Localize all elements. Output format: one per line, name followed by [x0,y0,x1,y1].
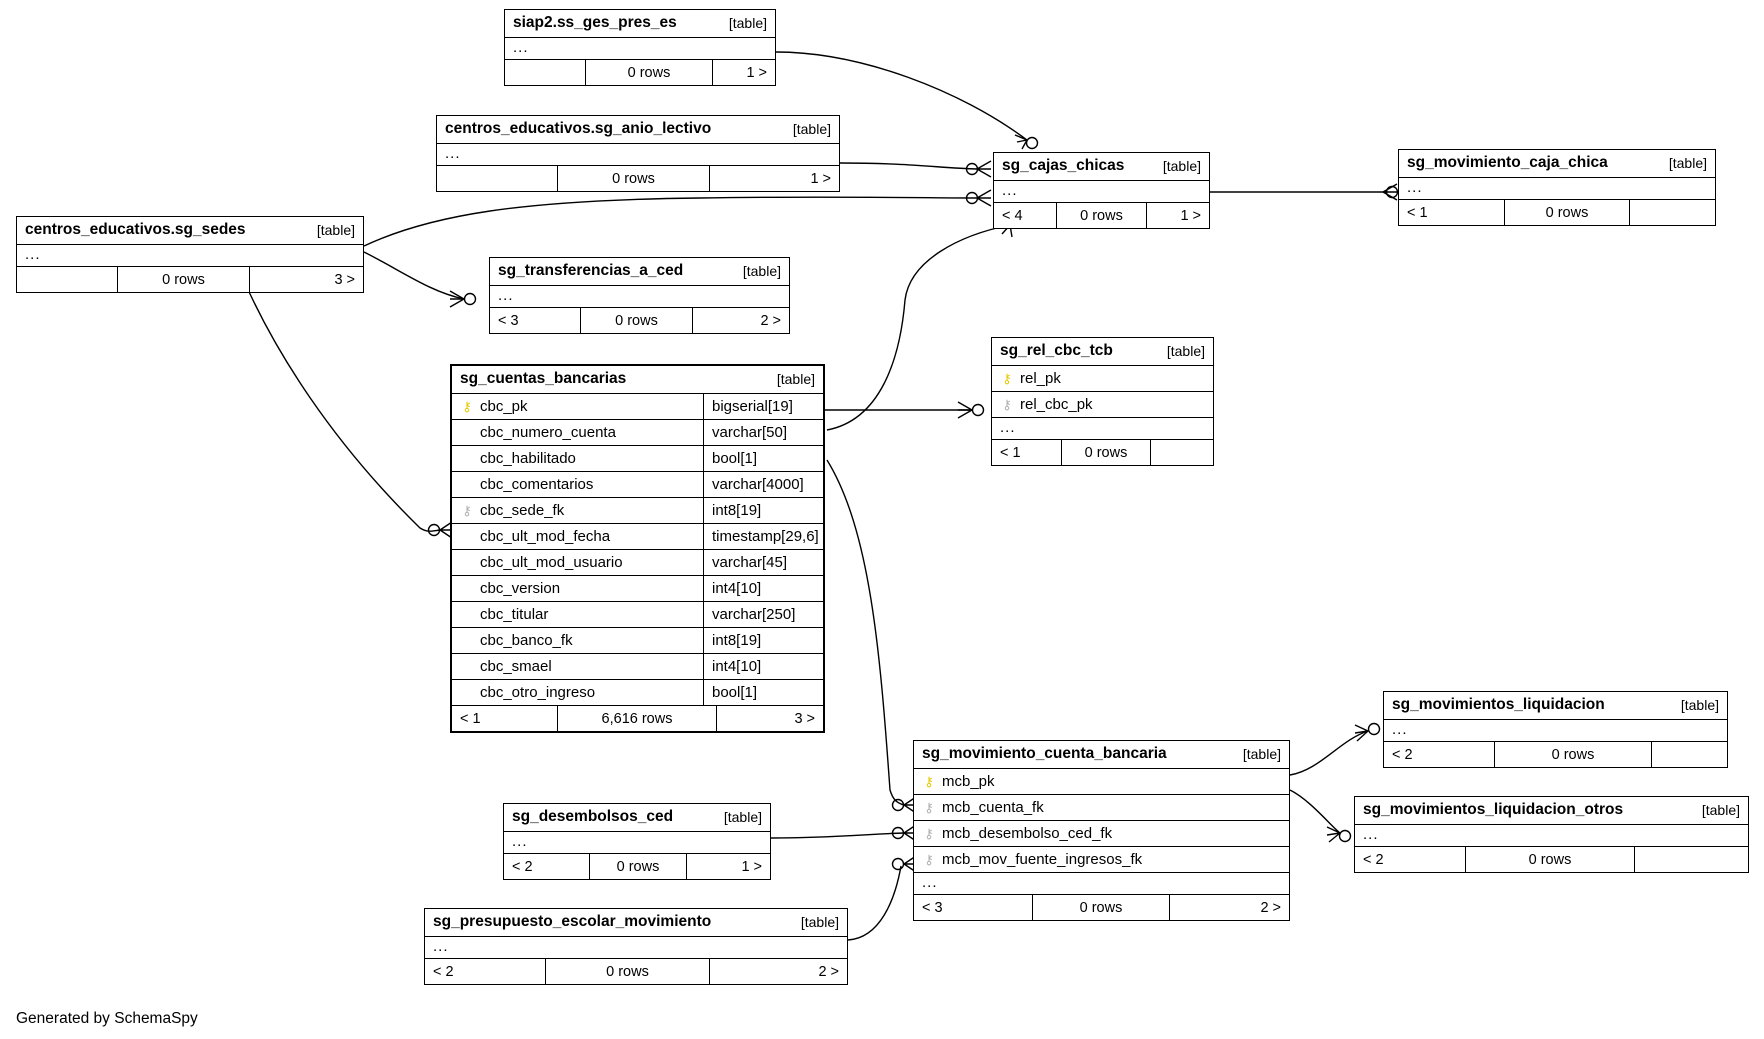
column-name: cbc_smael [480,658,552,675]
column-type: timestamp[29,6] [703,524,823,549]
table-header [914,741,1289,769]
column-row [452,680,823,706]
table-node-centros_educativos_sg_anio_lectivo[interactable] [436,115,840,192]
table-node-siap2_ss_ges_pres_es[interactable] [504,9,776,86]
table-header [504,804,770,832]
column-type: bool[1] [703,446,823,471]
column-name-cell [452,450,703,467]
table-title: sg_rel_cbc_tcb [1000,342,1113,359]
table-node-sg_movimientos_liquidacion[interactable] [1383,691,1728,768]
column-row [452,602,823,628]
row-count: 0 rows [589,854,687,879]
table-footer [452,706,823,731]
row-count: 0 rows [1032,895,1170,920]
column-name: mcb_cuenta_fk [942,799,1044,816]
foreign-key-icon: ⚷ [462,503,472,518]
table-node-sg_movimiento_cuenta_bancaria[interactable] [913,740,1290,921]
column-type: varchar[250] [703,602,823,627]
column-name: cbc_habilitado [480,450,576,467]
column-type: int4[10] [703,654,823,679]
incoming-relationships-count: < 1 [1000,444,1021,461]
hidden-columns-ellipsis: ... [437,144,839,166]
incoming-relationships-count: < 1 [460,710,481,727]
column-type: bigserial[19] [703,394,823,419]
column-type: int8[19] [703,628,823,653]
table-type-tag: [table] [1242,746,1281,762]
table-footer [437,166,839,191]
hidden-columns-ellipsis: ... [1399,178,1715,200]
column-name-cell [452,580,703,597]
hidden-columns-ellipsis: ... [994,181,1209,203]
table-title: siap2.ss_ges_pres_es [513,14,677,31]
table-title: sg_cajas_chicas [1002,157,1125,174]
table-type-tag: [table] [742,263,781,279]
column-type: int8[19] [703,498,823,523]
table-footer [504,854,770,879]
column-name: rel_pk [1020,370,1061,387]
incoming-relationships-count: < 3 [922,899,943,916]
column-row [914,795,1289,821]
table-header [505,10,775,38]
table-header [1355,797,1748,825]
column-name: mcb_pk [942,773,995,790]
column-name: cbc_ult_mod_usuario [480,554,623,571]
column-name: cbc_banco_fk [480,632,573,649]
hidden-columns-ellipsis: ... [425,937,847,959]
outgoing-relationships-count [1635,847,1748,872]
row-count: 0 rows [1056,203,1147,228]
column-name: mcb_mov_fuente_ingresos_fk [942,851,1143,868]
outgoing-relationships-count: 1 > [810,170,831,187]
column-type: varchar[45] [703,550,823,575]
outgoing-relationships-count: 3 > [334,271,355,288]
column-row [992,366,1213,392]
table-title: centros_educativos.sg_anio_lectivo [445,120,712,137]
column-name-cell [914,799,1289,816]
hidden-columns-ellipsis: ... [1384,720,1727,742]
row-count: 0 rows [545,959,710,984]
column-row [992,392,1213,418]
column-type: bool[1] [703,680,823,705]
column-name: cbc_version [480,580,561,597]
table-type-tag: [table] [800,914,839,930]
schemaspy-credit: Generated by SchemaSpy [16,1010,198,1027]
table-footer [994,203,1209,228]
outgoing-relationships-count: 2 > [1260,899,1281,916]
table-footer [992,440,1213,465]
hidden-columns-ellipsis: ... [1355,825,1748,847]
column-name-cell [452,658,703,675]
table-footer [490,308,789,333]
incoming-relationships-count [17,267,117,292]
foreign-key-icon: ⚷ [924,800,934,815]
incoming-relationships-count: < 2 [433,963,454,980]
column-name-cell [914,825,1289,842]
table-type-tag: [table] [792,121,831,137]
row-count: 0 rows [117,267,250,292]
table-header [437,116,839,144]
table-title: sg_movimiento_cuenta_bancaria [922,745,1167,762]
column-name-cell [452,684,703,701]
foreign-key-icon: ⚷ [1002,397,1012,412]
outgoing-relationships-count: 2 > [760,312,781,329]
column-name-cell [452,632,703,649]
table-header [452,366,823,394]
column-row [452,550,823,576]
incoming-relationships-count: < 4 [1002,207,1023,224]
table-type-tag: [table] [1162,158,1201,174]
table-type-tag: [table] [1668,155,1707,171]
outgoing-relationships-count [1652,742,1727,767]
column-name-cell [452,424,703,441]
column-row [452,498,823,524]
table-title: sg_presupuesto_escolar_movimiento [433,913,712,930]
column-name-cell [992,370,1213,387]
column-row [914,847,1289,873]
table-footer [17,267,363,292]
outgoing-relationships-count [1630,200,1715,225]
table-footer [425,959,847,984]
row-count: 0 rows [1504,200,1630,225]
table-header [994,153,1209,181]
row-count: 0 rows [1061,440,1151,465]
column-name-cell [452,554,703,571]
table-title: sg_desembolsos_ced [512,808,674,825]
table-type-tag: [table] [776,371,815,387]
table-node-sg_movimiento_caja_chica[interactable] [1398,149,1716,226]
hidden-columns-ellipsis: ... [490,286,789,308]
outgoing-relationships-count: 3 > [794,710,815,727]
table-title: sg_movimiento_caja_chica [1407,154,1608,171]
table-header [490,258,789,286]
primary-key-icon: ⚷ [462,399,472,414]
column-name-cell [452,398,703,415]
table-header [425,909,847,937]
row-count: 0 rows [1494,742,1652,767]
incoming-relationships-count: < 2 [1392,746,1413,763]
table-node-sg_rel_cbc_tcb[interactable] [991,337,1214,466]
incoming-relationships-count: < 2 [1363,851,1384,868]
column-type: varchar[50] [703,420,823,445]
table-header [1399,150,1715,178]
column-name: mcb_desembolso_ced_fk [942,825,1113,842]
foreign-key-icon: ⚷ [924,852,934,867]
table-node-sg_movimientos_liquidacion_otros[interactable] [1354,796,1749,873]
column-row [452,654,823,680]
column-type: varchar[4000] [703,472,823,497]
table-title: sg_movimientos_liquidacion_otros [1363,801,1624,818]
table-title: sg_transferencias_a_ced [498,262,684,279]
column-name-cell [992,396,1213,413]
table-type-tag: [table] [1166,343,1205,359]
table-node-sg_cuentas_bancarias[interactable] [450,364,825,733]
row-count: 0 rows [585,60,713,85]
outgoing-relationships-count: 1 > [746,64,767,81]
column-name: cbc_otro_ingreso [480,684,596,701]
outgoing-relationships-count: 1 > [741,858,762,875]
column-name-cell [452,528,703,545]
column-name: cbc_pk [480,398,528,415]
column-name: cbc_ult_mod_fecha [480,528,611,545]
column-row [452,628,823,654]
incoming-relationships-count: < 2 [512,858,533,875]
table-footer [914,895,1289,920]
table-node-sg_cajas_chicas[interactable] [993,152,1210,229]
row-count: 0 rows [580,308,693,333]
column-name-cell [914,773,1289,790]
outgoing-relationships-count: 2 > [818,963,839,980]
table-title: sg_cuentas_bancarias [460,370,627,387]
table-node-sg_desembolsos_ced[interactable] [503,803,771,880]
column-row [914,769,1289,795]
column-row [914,821,1289,847]
hidden-columns-ellipsis: ... [504,832,770,854]
column-row [452,446,823,472]
column-name: cbc_titular [480,606,549,623]
hidden-columns-ellipsis: ... [992,418,1213,440]
column-name-cell [914,851,1289,868]
column-type: int4[10] [703,576,823,601]
table-type-tag: [table] [723,809,762,825]
table-title: centros_educativos.sg_sedes [25,221,246,238]
table-node-centros_educativos_sg_sedes[interactable] [16,216,364,293]
column-name: rel_cbc_pk [1020,396,1093,413]
outgoing-relationships-count [1151,440,1213,465]
table-header [1384,692,1727,720]
hidden-columns-ellipsis: ... [505,38,775,60]
incoming-relationships-count [437,166,557,191]
row-count: 0 rows [1465,847,1635,872]
primary-key-icon: ⚷ [924,774,934,789]
hidden-columns-ellipsis: ... [914,873,1289,895]
row-count: 0 rows [557,166,710,191]
table-footer [505,60,775,85]
column-row [452,472,823,498]
incoming-relationships-count: < 1 [1407,204,1428,221]
table-header [992,338,1213,366]
column-name: cbc_comentarios [480,476,594,493]
foreign-key-icon: ⚷ [924,826,934,841]
table-type-tag: [table] [1701,802,1740,818]
table-footer [1384,742,1727,767]
column-row [452,420,823,446]
hidden-columns-ellipsis: ... [17,245,363,267]
table-footer [1399,200,1715,225]
column-row [452,394,823,420]
table-type-tag: [table] [1680,697,1719,713]
table-header [17,217,363,245]
column-name-cell [452,502,703,519]
column-row [452,576,823,602]
outgoing-relationships-count: 1 > [1180,207,1201,224]
table-footer [1355,847,1748,872]
table-node-sg_transferencias_a_ced[interactable] [489,257,790,334]
column-name-cell [452,476,703,493]
incoming-relationships-count: < 3 [498,312,519,329]
incoming-relationships-count [505,60,585,85]
column-name: cbc_numero_cuenta [480,424,616,441]
table-type-tag: [table] [728,15,767,31]
column-name-cell [452,606,703,623]
primary-key-icon: ⚷ [1002,371,1012,386]
row-count: 6,616 rows [557,706,717,731]
table-node-sg_presupuesto_escolar_movimiento[interactable] [424,908,848,985]
table-type-tag: [table] [316,222,355,238]
column-name: cbc_sede_fk [480,502,565,519]
table-title: sg_movimientos_liquidacion [1392,696,1605,713]
column-row [452,524,823,550]
